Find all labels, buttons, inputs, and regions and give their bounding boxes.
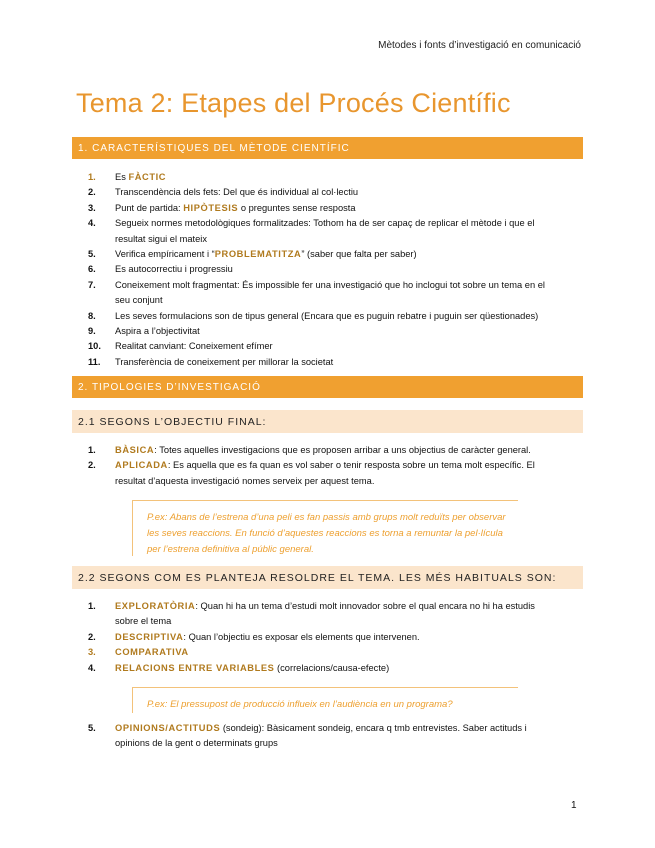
item-number: 1. xyxy=(88,601,96,611)
approach-types-list-continued xyxy=(88,721,553,752)
item-number: 7. xyxy=(88,279,96,290)
item-text: Es xyxy=(115,172,129,182)
list-item xyxy=(88,185,553,200)
list-item xyxy=(88,278,553,309)
item-text: o preguntes sense resposta xyxy=(238,202,356,213)
list-item xyxy=(88,721,553,752)
subsection-heading-2-2: 2.2 SEGONS COM ES PLANTEJA RESOLDRE EL TEMA. LES MÉS HABITUALS SON: xyxy=(72,566,583,589)
item-text: Transcendència dels fets: Del que és individual al col·lectiu xyxy=(115,187,359,198)
item-text: : Quan l’objectiu es exposar els elements que intervenen. xyxy=(183,631,420,642)
list-item xyxy=(88,201,553,216)
item-text: Verifica empíricament i “ xyxy=(115,249,215,260)
item-number: 11. xyxy=(88,356,101,367)
item-highlight: OPINIONS/ACTITUDS xyxy=(115,723,221,733)
item-number: 5. xyxy=(88,723,96,733)
item-number: 3. xyxy=(88,647,96,658)
item-highlight: COMPARATIVA xyxy=(115,647,189,658)
list-item xyxy=(88,324,553,339)
section-heading-2: 2. TIPOLOGIES D’INVESTIGACIÓ xyxy=(72,376,583,398)
item-text: Punt de partida: xyxy=(115,202,184,213)
item-number: 8. xyxy=(88,310,96,321)
list-item xyxy=(88,443,553,458)
item-text: Es autocorrectiu i progressiu xyxy=(115,264,233,275)
section-heading-1: 1. CARACTERÍSTIQUES DEL MÈTODE CIENTÍFIC xyxy=(72,137,583,159)
item-text: : Totes aquelles investigacions que es proposen arribar a uns objectius de caràcter general. xyxy=(154,445,531,455)
item-number: 2. xyxy=(88,631,96,642)
list-item xyxy=(88,355,553,370)
item-highlight: PROBLEMATITZA xyxy=(214,249,302,260)
item-number: 10. xyxy=(88,341,101,352)
subsection-heading-2-1: 2.1 SEGONS L’OBJECTIU FINAL: xyxy=(72,410,583,433)
list-item xyxy=(88,630,553,645)
item-number: 5. xyxy=(88,249,96,260)
item-text: Transferència de coneixement per millorar la societat xyxy=(115,356,334,367)
list-item xyxy=(88,339,553,354)
item-number: 4. xyxy=(88,662,96,673)
item-number: 9. xyxy=(88,326,96,337)
page-number: 1 xyxy=(571,800,577,811)
item-highlight: EXPLORATÒRIA xyxy=(115,601,196,611)
item-text: Aspira a l’objectivitat xyxy=(115,326,200,337)
list-item xyxy=(88,247,553,262)
item-text: Coneixement molt fragmentat: És impossible fer una investigació que ho inclogui tot sobre un tema en el seu conjunt xyxy=(115,279,545,306)
running-header: Mètodes i fonts d’investigació en comunicació xyxy=(378,40,581,51)
item-text: : Es aquella que es fa quan es vol saber o tenir resposta sobre un tema molt específic. El resultat d’aquesta investigació nomes serveix per aquest tema. xyxy=(115,460,535,486)
approach-types-list xyxy=(88,599,553,676)
list-item xyxy=(88,262,553,277)
list-item xyxy=(88,170,553,185)
item-number: 2. xyxy=(88,187,96,198)
item-number: 2. xyxy=(88,460,96,471)
list-item xyxy=(88,645,553,660)
item-text: ” (saber que falta per saber) xyxy=(301,249,417,260)
item-number: 3. xyxy=(88,202,96,213)
list-item xyxy=(88,309,553,324)
item-highlight: APLICADA xyxy=(115,460,168,471)
item-highlight: BÀSICA xyxy=(115,445,155,455)
page-title: Tema 2: Etapes del Procés Científic xyxy=(76,88,511,118)
list-item xyxy=(88,458,553,489)
item-text: (correlacions/causa-efecte) xyxy=(274,662,390,673)
item-number: 1. xyxy=(88,172,96,182)
objective-types-list xyxy=(88,443,553,489)
item-text: Segueix normes metodològiques formalitzades: Tothom ha de ser capaç de replicar el mètode i que el resultat sigui el mateix xyxy=(115,218,535,244)
item-number: 1. xyxy=(88,445,96,455)
item-text: Les seves formulacions son de tipus general (Encara que es puguin rebatre i puguin ser qüestionades) xyxy=(115,310,539,321)
characteristics-list xyxy=(88,170,553,370)
list-item xyxy=(88,216,553,247)
list-item xyxy=(88,599,553,630)
example-quote-1: P.ex: Abans de l’estrena d’una peli es fan passis amb grups molt reduïts per observar les seves reaccions. En funció d’aquestes reaccions es torna a remuntar la pel·lícula per l’estrena definitiva al públic general. xyxy=(132,500,518,556)
item-highlight: HIPÒTESIS xyxy=(183,202,239,213)
item-text: (sondeig): Bàsicament sondeig, encara q tmb entrevistes. Saber actituds i opinions de la gent o determinats grups xyxy=(115,723,527,749)
example-quote-2: P.ex: El pressupost de producció influeix en l’audiència en un programa? xyxy=(132,687,518,713)
item-number: 6. xyxy=(88,264,96,275)
item-number: 4. xyxy=(88,218,96,229)
item-highlight: RELACIONS ENTRE VARIABLES xyxy=(115,662,275,673)
list-item xyxy=(88,661,553,676)
item-highlight: DESCRIPTIVA xyxy=(115,631,184,642)
item-text: Realitat canviant: Coneixement efímer xyxy=(115,341,273,352)
item-text: : Quan hi ha un tema d’estudi molt innovador sobre el qual encara no hi ha estudis sobre el tema xyxy=(115,601,535,627)
item-highlight: FÀCTIC xyxy=(128,172,167,182)
